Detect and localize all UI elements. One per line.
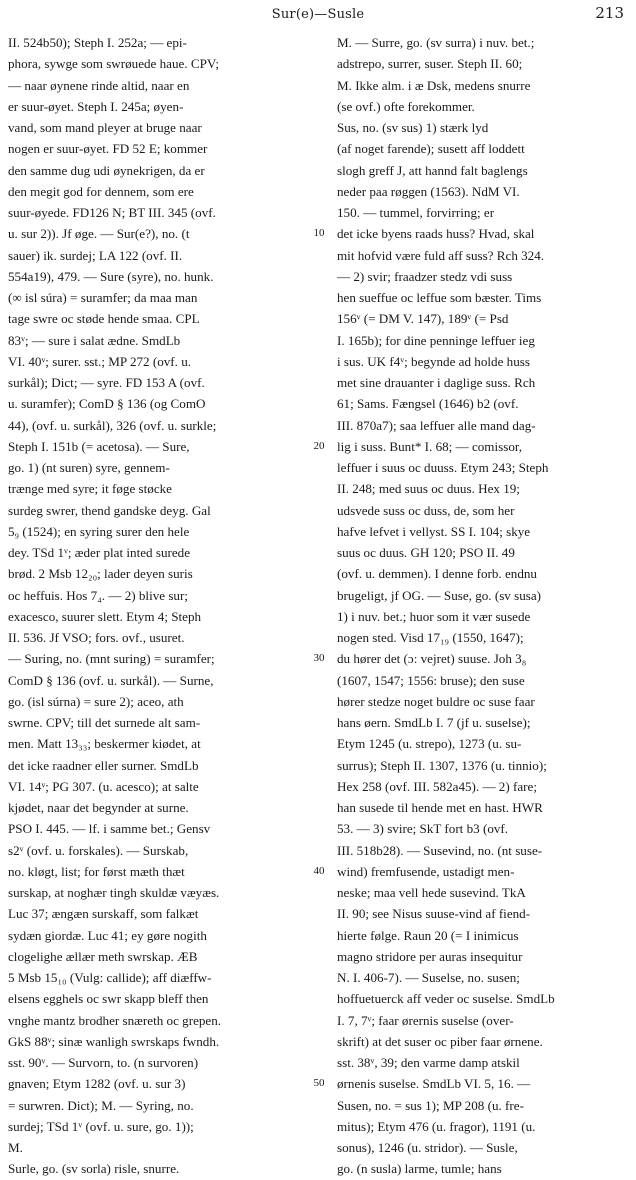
text-line: Etym 1245 (u. strepo), 1273 (u. su- <box>337 736 522 752</box>
text-line: no. kløgt, list; for først mæth thæt <box>8 863 185 879</box>
text-line: 61; Sams. Fængsel (1646) b2 (ovf. <box>337 396 519 412</box>
text-line: hans øern. SmdLb I. 7 (jf u. suselse); <box>337 715 531 730</box>
text-line: Susen, no. = sus 1); MP 208 (u. fre- <box>337 1097 524 1113</box>
text-line: hoffuetuerck aff veder oc suselse. SmdLb <box>337 991 555 1007</box>
text-line: vnghe mantz brodher snæreth oc grepen. <box>8 1012 222 1028</box>
text-line: neske; maa vell hede susevind. TkA <box>337 885 526 900</box>
text-line: VI. 40ᵛ; surer. sst.; MP 272 (ovf. u. <box>8 353 192 369</box>
text-line: u. suramfer); ComD § 136 (og ComO <box>8 396 206 412</box>
text-line: II. 248; med suus oc duus. Hex 19; <box>337 481 520 497</box>
text-line: brugeligt, jf OG. — Suse, go. (sv susa) <box>337 587 542 603</box>
text-line: (se ovf.) ofte forekommer. <box>337 98 475 114</box>
text-line: sst. 90ᵛ. — Survorn, to. (n survoren) <box>8 1055 199 1070</box>
text-line: — naar øynene rinde altid, naar en <box>8 77 190 93</box>
text-line: wind) fremfusende, ustadigt men- <box>337 863 515 879</box>
text-line: hierte følge. Raun 20 (= I inimicus <box>337 927 519 943</box>
text-line: N. I. 406-7). — Suselse, no. susen; <box>337 970 520 985</box>
text-line: III. 518b28). — Susevind, no. (nt suse- <box>337 842 543 858</box>
line-number: 40 <box>313 864 325 877</box>
text-line: suus oc duus. GH 120; PSO II. 49 <box>337 545 515 560</box>
text-line: swrne. CPV; till det surnede alt sam- <box>8 715 201 730</box>
text-line: suur-øyede. FD126 N; BT III. 345 (ovf. <box>8 205 216 220</box>
text-line: men. Matt 13₃₃; beskermer kiødet, at <box>8 736 201 752</box>
text-line: surkål); Dict; — syre. FD 153 A (ovf. <box>8 375 205 390</box>
text-line: mit hofvid være fuld aff suss? Rch 324. <box>337 247 545 263</box>
text-line: u. sur 2)). Jf øge. — Sur(e?), no. (t <box>8 226 190 242</box>
text-line: han susede til hende met en hast. HWR <box>337 800 543 815</box>
text-line: elsens egghels oc swr skapp bleff then <box>8 991 209 1007</box>
text-line: hen sueffue oc leffue som bæster. Tims <box>337 290 542 305</box>
text-line: sauer) ik. surdej; LA 122 (ovf. II. <box>8 247 183 263</box>
text-line: Sus, no. (sv sus) 1) stærk lyd <box>337 120 489 135</box>
text-line: den megit god for dennem, som ere <box>8 183 194 199</box>
text-line: I. 7, 7ᵛ; faar ørernis suselse (over- <box>337 1012 514 1028</box>
text-line: s2ᵛ (ovf. u. forskales). — Surskab, <box>8 842 189 858</box>
text-line: oc heffuis. Hos 7₄. — 2) blive sur; <box>8 587 188 603</box>
text-line: go. (isl súrna) = sure 2); aceo, ath <box>8 693 184 709</box>
text-line: hafve lefvet i vellyst. SS I. 104; skye <box>337 523 531 539</box>
text-line: (ovf. u. demmen). I denne forb. endnu <box>337 566 537 582</box>
text-line: GkS 88ᵛ; sinæ wanligh swrskaps fwndh. <box>8 1033 220 1049</box>
text-line: surdeg swrer, thend gandske deyg. Gal <box>8 502 211 518</box>
text-line: 5 Msb 15₁₀ (Vulg: callide); aff diæffw- <box>8 970 212 985</box>
text-line: hører stedze noget buldre oc suse faar <box>337 693 535 709</box>
text-line: (af noget farende); susett aff loddett <box>337 141 525 157</box>
text-line: slogh greff J, att hannd falt baglengs <box>337 162 528 178</box>
text-line: Surle, go. (sv sorla) risle, snurre. <box>8 1161 180 1177</box>
text-line: II. 90; see Nisus suuse-vind af fiend- <box>337 906 531 922</box>
text-line: neder paa røggen (1563). NdM VI. <box>337 183 520 199</box>
text-line: M. <box>8 1140 23 1155</box>
line-number: 10 <box>313 227 325 240</box>
text-line: leffuer i suus oc duuss. Etym 243; Steph <box>337 460 549 475</box>
right-column <box>337 32 624 1180</box>
text-line: III. 870a7); saa leffuer alle mand dag- <box>337 417 536 433</box>
text-line: — Suring, no. (mnt suring) = suramfer; <box>8 651 215 667</box>
text-line: 554a19), 479. — Sure (syre), no. hunk. <box>8 268 214 284</box>
page-number: 213 <box>595 4 624 22</box>
text-line: 1) i nuv. bet.; huor som it vær susede <box>337 608 531 624</box>
text-line: II. 536. Jf VSO; fors. ovf., usuret. <box>8 630 185 645</box>
text-line: exacesco, suurer slett. Etym 4; Steph <box>8 608 202 624</box>
text-line: II. 524b50); Steph I. 252a; — epi- <box>8 35 187 50</box>
text-line: gnaven; Etym 1282 (ovf. u. sur 3) <box>8 1076 186 1092</box>
text-line: = surwren. Dict); M. — Syring, no. <box>8 1097 194 1113</box>
text-line: clogelighe ællær meth swrskap. ÆB <box>8 948 198 964</box>
text-line: det icke raadner eller surner. SmdLb <box>8 757 199 773</box>
text-line: 150. — tummel, forvirring; er <box>337 205 495 220</box>
text-line: ørnenis suselse. SmdLb VI. 5, 16. — <box>337 1076 531 1092</box>
text-line: 5₉ (1524); en syring surer den hele <box>8 523 190 539</box>
text-line: sonus), 1246 (u. stridor). — Susle, <box>337 1140 518 1155</box>
text-line: 83ᵛ; — sure i salat ædne. SmdLb <box>8 332 181 348</box>
text-line: sst. 38ᵛ, 39; den varme damp atskil <box>337 1055 520 1070</box>
text-line: met sine drauanter i daglige suss. Rch <box>337 375 536 390</box>
text-line: PSO I. 445. — lf. i samme bet.; Gensv <box>8 821 211 837</box>
text-line: i sus. UK f4ᵛ; begynde ad holde huss <box>337 353 530 369</box>
text-line: go. (n susla) larme, tumle; hans <box>337 1161 502 1177</box>
text-line: I. 165b); for dine penninge leffuer ieg <box>337 332 535 348</box>
text-line: surskap, at noghær tingh skuldæ væyæs. <box>8 885 220 900</box>
text-line: magno stridore per auras insequitur <box>337 948 523 964</box>
text-line: phora, sywge som swrøuede haue. CPV; <box>8 56 220 72</box>
text-line: tage swre oc støde hende smaa. CPL <box>8 311 200 327</box>
page-header <box>0 4 636 26</box>
text-line: surrus); Steph II. 1307, 1376 (u. tinnio); <box>337 757 547 773</box>
left-column <box>8 32 306 1180</box>
text-line: VI. 14ᵛ; PG 307. (u. acesco); at salte <box>8 778 199 794</box>
text-line: 53. — 3) svire; SkT fort b3 (ovf. <box>337 821 509 837</box>
text-line: Steph I. 151b (= acetosa). — Sure, <box>8 438 190 454</box>
text-line: go. 1) (nt suren) syre, gennem- <box>8 460 170 475</box>
text-line: 44), (ovf. u. surkål), 326 (ovf. u. surkle; <box>8 417 217 433</box>
text-line: nogen er suur-øyet. FD 52 E; kommer <box>8 141 208 157</box>
text-line: brød. 2 Msb 12₂₀; lader deyen suris <box>8 566 193 582</box>
text-line: udsvede suss oc duss, de, som her <box>337 502 515 518</box>
line-number: 30 <box>313 652 325 665</box>
text-line: trænge med syre; it føge støcke <box>8 481 172 497</box>
text-line: kjødet, naar det begynder at surne. <box>8 800 189 815</box>
text-line: det icke byens raads huss? Hvad, skal <box>337 226 535 242</box>
text-line: vand, som mand pleyer at bruge naar <box>8 120 202 135</box>
text-line: Hex 258 (ovf. III. 582a45). — 2) fare; <box>337 778 537 794</box>
running-head: Sur(e)—Susle <box>271 7 365 22</box>
text-line: er suur-øyet. Steph I. 245a; øyen- <box>8 98 184 114</box>
text-line: surdej; TSd 1ᵛ (ovf. u. sure, go. 1)); <box>8 1118 194 1134</box>
text-line: (1607, 1547; 1556: bruse); den suse <box>337 672 525 688</box>
text-line: du hører det (ɔ: vejret) suuse. Joh 3₈ <box>337 651 527 667</box>
text-line: dey. TSd 1ᵛ; æder plat inted surede <box>8 545 191 560</box>
text-line: 156ᵛ (= DM V. 147), 189ᵛ (= Psd <box>337 311 509 327</box>
text-line: sydæn giordæ. Luc 41; ey gøre nogith <box>8 927 207 943</box>
text-line: adstrepo, surrer, suser. Steph II. 60; <box>337 56 523 72</box>
line-number: 20 <box>313 439 325 452</box>
text-line: lig i suss. Bunt* I. 68; — comissor, <box>337 438 522 454</box>
line-number: 50 <box>313 1077 325 1090</box>
text-line: mitus); Etym 476 (u. fragor), 1191 (u. <box>337 1118 536 1134</box>
text-line: den samme dug udi øynekrigen, da er <box>8 162 205 178</box>
text-line: — 2) svir; fraadzer stedz vdi suss <box>337 268 513 284</box>
text-line: M. — Surre, go. (sv surra) i nuv. bet.; <box>337 35 535 50</box>
text-line: Luc 37; ængæn surskaff, som falkæt <box>8 906 199 922</box>
text-line: nogen sted. Visd 17₁₉ (1550, 1647); <box>337 630 524 645</box>
text-line: ComD § 136 (ovf. u. surkål). — Surne, <box>8 672 214 688</box>
text-line: M. Ikke alm. i æ Dsk, medens snurre <box>337 77 531 93</box>
text-line: skrift) at det suser oc piber faar ørnene. <box>337 1033 543 1049</box>
text-line: (∞ isl súra) = suramfer; da maa man <box>8 290 198 305</box>
